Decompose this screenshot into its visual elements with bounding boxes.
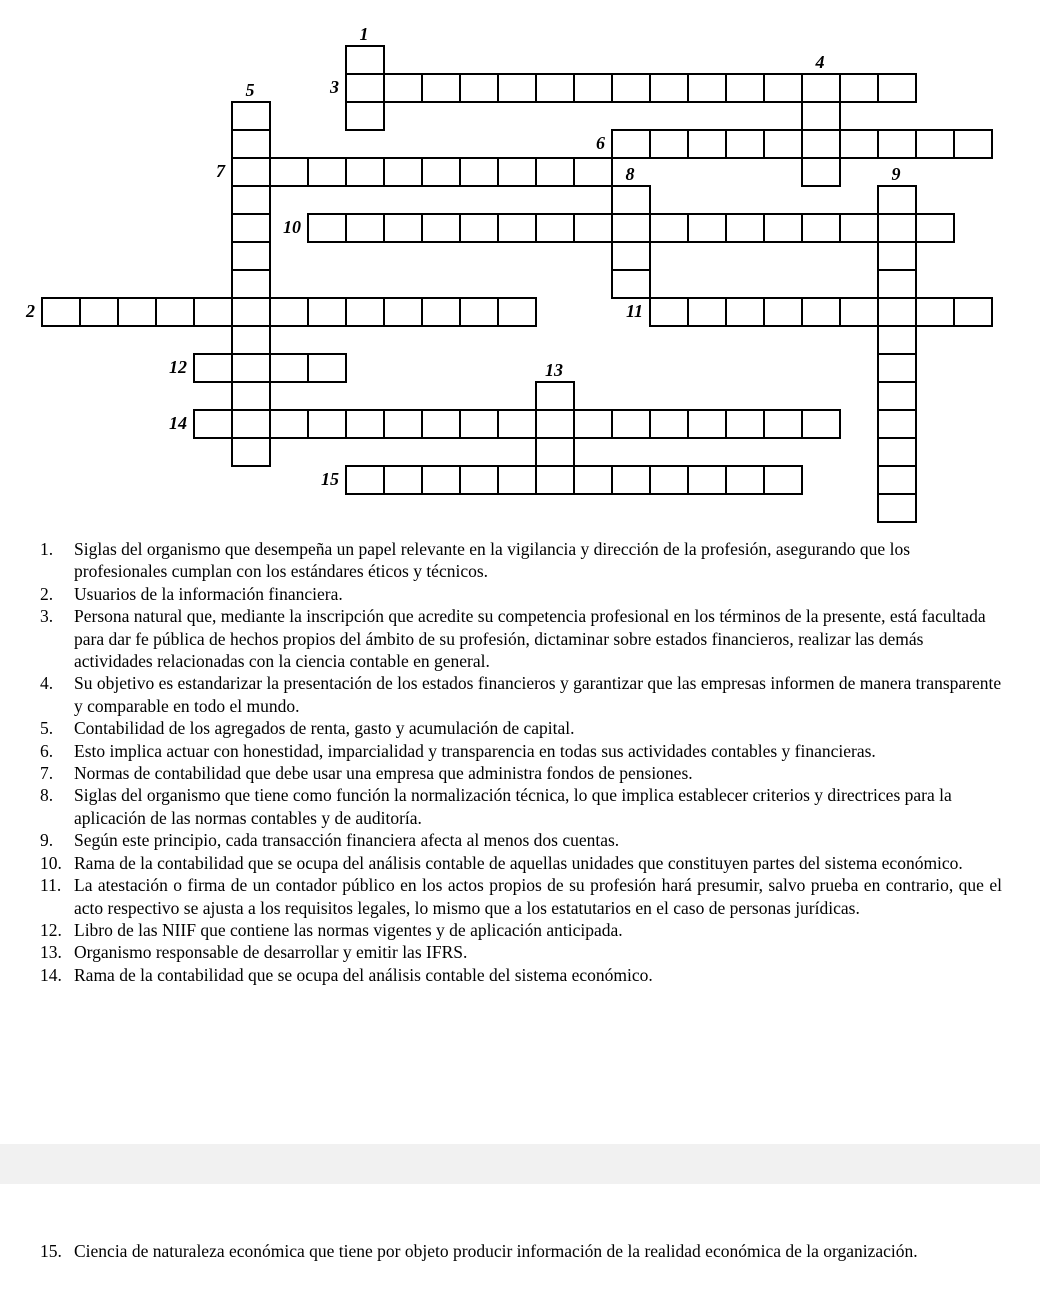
grid-cell bbox=[421, 157, 461, 187]
grid-cell bbox=[269, 297, 309, 327]
clue-number: 15. bbox=[40, 1241, 62, 1261]
grid-cell bbox=[687, 297, 727, 327]
clue-number: 14. bbox=[40, 964, 62, 985]
grid-cell bbox=[877, 465, 917, 495]
clue-item bbox=[40, 583, 1002, 605]
grid-cell bbox=[459, 157, 499, 187]
grid-cell bbox=[801, 73, 841, 103]
grid-cell bbox=[611, 465, 651, 495]
clue-number: 4. bbox=[40, 673, 54, 694]
grid-cell bbox=[877, 213, 917, 243]
clue-item bbox=[40, 941, 1002, 963]
grid-cell bbox=[231, 101, 271, 131]
grid-cell bbox=[763, 129, 803, 159]
clue-list bbox=[0, 538, 1040, 986]
grid-cell bbox=[953, 297, 993, 327]
grid-cell bbox=[231, 185, 271, 215]
grid-cell bbox=[877, 129, 917, 159]
grid-cell bbox=[421, 213, 461, 243]
grid-cell bbox=[877, 73, 917, 103]
clue-text: Su objetivo es estandarizar la presentación de los estados financieros y garantizar que las empresas informen de manera transparente y comparable en todo el mundo. bbox=[74, 673, 1002, 716]
grid-cell bbox=[497, 465, 537, 495]
grid-cell bbox=[535, 73, 575, 103]
clue-item bbox=[40, 964, 1002, 986]
word-number-label: 6 bbox=[596, 133, 605, 153]
clue-text: Libro de las NIIF que contiene las normas vigentes y de aplicación anticipada. bbox=[74, 919, 623, 940]
grid-cell bbox=[535, 437, 575, 467]
grid-cell bbox=[687, 73, 727, 103]
clue-item bbox=[40, 784, 1002, 829]
grid-cell bbox=[953, 129, 993, 159]
bottom-clue-section bbox=[0, 1240, 1040, 1262]
grid-cell bbox=[573, 465, 613, 495]
clue-text: Siglas del organismo que desempeña un papel relevante en la vigilancia y dirección de la profesión, asegurando que los profesionales cumplan con los estándares éticos y técnicos. bbox=[74, 539, 911, 582]
grid-cell bbox=[231, 297, 271, 327]
clue-text: Persona natural que, mediante la inscripción que acredite su competencia profesional en los términos de la presente, está facultada para dar fe pública de hechos propios del ámbito de su profesión, dictaminar sobre estados financieros, realizar las demás actividades relacionadas con la ciencia contable en general. bbox=[74, 606, 986, 672]
grid-cell bbox=[269, 353, 309, 383]
grid-cell bbox=[307, 409, 347, 439]
grid-cell bbox=[345, 101, 385, 131]
clue-number: 10. bbox=[40, 852, 62, 873]
crossword-grid bbox=[0, 0, 1040, 530]
word-number-label: 9 bbox=[891, 164, 901, 184]
divider-bar bbox=[0, 1144, 1040, 1184]
grid-cell bbox=[877, 185, 917, 215]
grid-cell bbox=[649, 129, 689, 159]
clue-text: Rama de la contabilidad que se ocupa del análisis contable de aquellas unidades que constituyen partes del sistema económico. bbox=[74, 852, 963, 873]
word-number-label: 11 bbox=[625, 301, 643, 321]
grid-cell bbox=[877, 241, 917, 271]
clue-number: 5. bbox=[40, 718, 54, 739]
grid-cell bbox=[725, 213, 765, 243]
grid-cell bbox=[649, 73, 689, 103]
word-number-label: 3 bbox=[330, 77, 339, 97]
clue-item bbox=[40, 1240, 1002, 1262]
grid-cell bbox=[307, 157, 347, 187]
clue-number: 2. bbox=[40, 583, 54, 604]
grid-cell bbox=[535, 213, 575, 243]
clue-number: 6. bbox=[40, 740, 54, 761]
grid-cell bbox=[573, 213, 613, 243]
grid-cell bbox=[117, 297, 157, 327]
word-number-label: 8 bbox=[625, 164, 635, 184]
clue-item bbox=[40, 672, 1002, 717]
grid-cell bbox=[535, 381, 575, 411]
clue-item bbox=[40, 852, 1002, 874]
grid-cell bbox=[41, 297, 81, 327]
word-number-label: 2 bbox=[26, 301, 35, 321]
grid-cell bbox=[383, 157, 423, 187]
clue-text: Normas de contabilidad que debe usar una empresa que administra fondos de pensiones. bbox=[74, 763, 693, 784]
clue-item bbox=[40, 717, 1002, 739]
grid-cell bbox=[877, 493, 917, 523]
grid-cell bbox=[611, 269, 651, 299]
grid-cell bbox=[725, 465, 765, 495]
grid-cell bbox=[611, 213, 651, 243]
grid-cell bbox=[725, 129, 765, 159]
grid-cell bbox=[801, 157, 841, 187]
word-number-label: 14 bbox=[169, 413, 187, 433]
grid-cell bbox=[421, 465, 461, 495]
grid-cell bbox=[383, 465, 423, 495]
grid-cell bbox=[763, 465, 803, 495]
grid-cell bbox=[687, 213, 727, 243]
grid-cell bbox=[421, 297, 461, 327]
grid-cell bbox=[801, 129, 841, 159]
grid-cell bbox=[231, 353, 271, 383]
grid-cell bbox=[611, 185, 651, 215]
grid-cell bbox=[649, 409, 689, 439]
grid-cell bbox=[877, 325, 917, 355]
grid-cell bbox=[307, 213, 347, 243]
clue-item bbox=[40, 538, 1002, 583]
grid-cell bbox=[687, 129, 727, 159]
grid-cell bbox=[877, 297, 917, 327]
grid-cell bbox=[497, 73, 537, 103]
grid-cell bbox=[421, 409, 461, 439]
grid-cell bbox=[383, 297, 423, 327]
grid-cell bbox=[497, 157, 537, 187]
word-number-label: 15 bbox=[321, 469, 339, 489]
grid-cell bbox=[611, 409, 651, 439]
grid-cell bbox=[725, 297, 765, 327]
grid-cell bbox=[231, 437, 271, 467]
grid-cell bbox=[763, 297, 803, 327]
word-number-label: 12 bbox=[169, 357, 187, 377]
grid-cell bbox=[611, 73, 651, 103]
grid-cell bbox=[687, 465, 727, 495]
grid-cell bbox=[839, 129, 879, 159]
grid-cell bbox=[801, 213, 841, 243]
grid-cell bbox=[269, 157, 309, 187]
grid-cell bbox=[497, 213, 537, 243]
grid-cell bbox=[763, 409, 803, 439]
grid-cell bbox=[763, 73, 803, 103]
grid-cell bbox=[801, 297, 841, 327]
grid-cell bbox=[345, 73, 385, 103]
grid-cell bbox=[801, 101, 841, 131]
grid-cell bbox=[383, 409, 423, 439]
grid-cell bbox=[915, 297, 955, 327]
clue-item bbox=[40, 740, 1002, 762]
grid-cell bbox=[801, 409, 841, 439]
grid-cell bbox=[231, 325, 271, 355]
grid-cell bbox=[345, 213, 385, 243]
clue-number: 7. bbox=[40, 763, 54, 784]
word-number-label: 7 bbox=[216, 161, 225, 181]
clue-number: 11. bbox=[40, 875, 62, 896]
grid-cell bbox=[687, 409, 727, 439]
grid-cell bbox=[839, 297, 879, 327]
word-number-label: 10 bbox=[283, 217, 301, 237]
grid-cell bbox=[269, 409, 309, 439]
grid-cell bbox=[459, 297, 499, 327]
clue-text: Organismo responsable de desarrollar y emitir las IFRS. bbox=[74, 942, 468, 963]
grid-cell bbox=[345, 45, 385, 75]
grid-cell bbox=[649, 213, 689, 243]
grid-cell bbox=[231, 409, 271, 439]
grid-cell bbox=[535, 465, 575, 495]
clue-text: Esto implica actuar con honestidad, imparcialidad y transparencia en todas sus actividades contables y financieras. bbox=[74, 740, 876, 761]
clue-text: Usuarios de la información financiera. bbox=[74, 583, 343, 604]
clue-number: 12. bbox=[40, 919, 62, 940]
grid-cell bbox=[307, 297, 347, 327]
grid-cell bbox=[345, 409, 385, 439]
grid-cell bbox=[459, 409, 499, 439]
grid-cell bbox=[345, 297, 385, 327]
grid-cell bbox=[193, 297, 233, 327]
clue-item bbox=[40, 874, 1002, 919]
grid-cell bbox=[383, 73, 423, 103]
clue-text: Según este principio, cada transacción financiera afecta al menos dos cuentas. bbox=[74, 830, 620, 851]
clue-item bbox=[40, 605, 1002, 672]
grid-cell bbox=[725, 73, 765, 103]
grid-cell bbox=[345, 157, 385, 187]
grid-cell bbox=[535, 157, 575, 187]
grid-cell bbox=[535, 409, 575, 439]
grid-cell bbox=[459, 213, 499, 243]
grid-cell bbox=[611, 129, 651, 159]
clue-number: 9. bbox=[40, 830, 54, 851]
grid-cell bbox=[231, 381, 271, 411]
grid-cell bbox=[459, 465, 499, 495]
word-number-label: 4 bbox=[815, 52, 825, 72]
word-number-label: 5 bbox=[245, 80, 255, 100]
grid-cell bbox=[649, 465, 689, 495]
clue-text: Contabilidad de los agregados de renta, gasto y acumulación de capital. bbox=[74, 718, 575, 739]
grid-cell bbox=[497, 409, 537, 439]
grid-cell bbox=[877, 381, 917, 411]
grid-cell bbox=[497, 297, 537, 327]
grid-cell bbox=[573, 157, 613, 187]
grid-cell bbox=[763, 213, 803, 243]
grid-cell bbox=[231, 129, 271, 159]
grid-cell bbox=[915, 129, 955, 159]
grid-cell bbox=[193, 353, 233, 383]
grid-cell bbox=[231, 269, 271, 299]
grid-cell bbox=[877, 409, 917, 439]
clue-number: 1. bbox=[40, 539, 54, 559]
clue-number: 8. bbox=[40, 785, 54, 806]
grid-cell bbox=[383, 213, 423, 243]
clue-text: La atestación o firma de un contador público en los actos propios de su profesión hará presumir, salvo prueba en contrario, que el acto respectivo se ajusta a los requisitos legales, lo mismo que a los estatutarios en el caso de personas jurídicas. bbox=[74, 875, 1002, 918]
grid-cell bbox=[193, 409, 233, 439]
grid-cell bbox=[915, 213, 955, 243]
grid-cell bbox=[155, 297, 195, 327]
clue-item bbox=[40, 919, 1002, 941]
clue-text: Siglas del organismo que tiene como función la normalización técnica, lo que implica establecer criterios y directrices para la aplicación de las normas contables y de auditoría. bbox=[74, 785, 952, 828]
grid-cell bbox=[573, 73, 613, 103]
clue-number: 13. bbox=[40, 942, 62, 963]
grid-cell bbox=[345, 465, 385, 495]
grid-cell bbox=[649, 297, 689, 327]
grid-cell bbox=[839, 213, 879, 243]
word-number-label: 13 bbox=[545, 360, 563, 380]
grid-cell bbox=[231, 241, 271, 271]
grid-cell bbox=[307, 353, 347, 383]
clue-text: Ciencia de naturaleza económica que tiene por objeto producir información de la realidad económica de la organización. bbox=[74, 1241, 918, 1261]
grid-cell bbox=[611, 241, 651, 271]
clue-item bbox=[40, 829, 1002, 851]
grid-cell bbox=[421, 73, 461, 103]
grid-cell bbox=[231, 157, 271, 187]
grid-cell bbox=[839, 73, 879, 103]
grid-cell bbox=[877, 269, 917, 299]
grid-cell bbox=[573, 409, 613, 439]
grid-cell bbox=[877, 437, 917, 467]
clue-number: 3. bbox=[40, 606, 54, 627]
grid-cell bbox=[877, 353, 917, 383]
grid-cell bbox=[79, 297, 119, 327]
clue-text: Rama de la contabilidad que se ocupa del análisis contable del sistema económico. bbox=[74, 964, 653, 985]
clue-item bbox=[40, 762, 1002, 784]
grid-cell bbox=[459, 73, 499, 103]
word-number-label: 1 bbox=[359, 24, 369, 44]
grid-cell bbox=[725, 409, 765, 439]
